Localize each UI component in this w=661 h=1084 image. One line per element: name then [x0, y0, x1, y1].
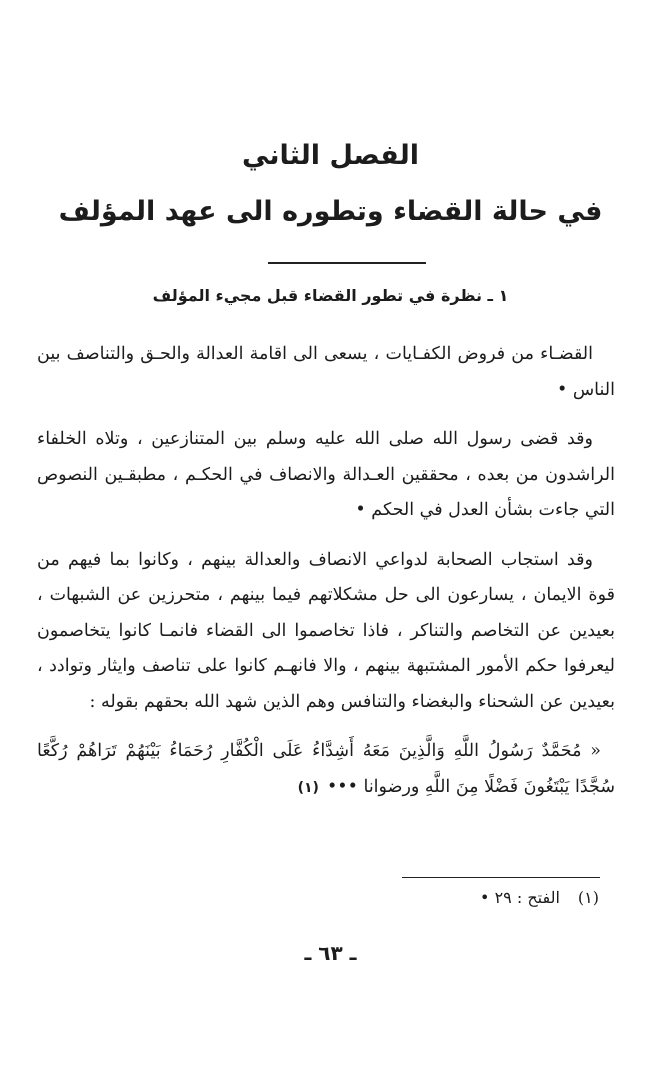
footnote-divider: [402, 877, 600, 878]
chapter-title: الفصل الثاني: [242, 140, 419, 171]
paragraph-3: وقد استجاب الصحابة لدواعي الانصاف والعدالة بينهم ، وكانوا بما فيهم من قوة الايمان ، يسارعون الى حل مشكلاتهم فيما بينهم ، متحرزين عن الشبهات ، بعيدين عن التخاصم والتناكر ، فاذا تخاصموا الى القضاء فانمـا كانوا يتخاصمون ليعرفوا حكم الأمور المشتبهة بينهم ، والا فانهـم كانوا على تناصف وايثار وتوادد ، بعيدين عن الشحناء والبغضاء والتنافس وهم الذين شهد الله بحقهم بقوله :: [37, 549, 615, 712]
section-heading: ١ ـ نظرة في تطور القضاء قبل مجيء المؤلف: [152, 286, 509, 305]
body-text: [37, 337, 615, 820]
page-number: ـ ٦٣ ـ: [304, 941, 357, 965]
paragraph-1: القضـاء من فروض الكفـايات ، يسعى الى اقامة العدالة والحـق والتناصف بين الناس •: [37, 344, 615, 400]
title-divider: [268, 262, 426, 264]
footnote-number: (١): [577, 888, 599, 907]
quote-text: « مُحَمَّدٌ رَسُولُ اللَّهِ وَالَّذِينَ مَعَهُ أَشِدَّاءُ عَلَى الْكُفَّارِ رُحَمَاءُ بَيْنَهُمْ تَرَاهُمْ رُكَّعًا سُجَّدًا يَبْتَغُونَ فَضْلًا مِنَ اللَّهِ ورضوانا •••: [37, 741, 615, 797]
paragraph-2: وقد قضى رسول الله صلى الله عليه وسلم بين المتنازعين ، وتلاه الخلفاء الراشدون من بعده ، محققين العـدالة والانصاف في الحكـم ، مطبقـين النصوص التي جاءت بشأن العدل في الحكم •: [37, 429, 615, 520]
footnote: [480, 885, 599, 911]
footnote-marker: (١): [297, 779, 319, 796]
quran-quote: [37, 734, 615, 806]
footnote-text: الفتح : ٢٩ •: [480, 888, 560, 907]
chapter-subtitle: في حالة القضاء وتطوره الى عهد المؤلف: [58, 196, 603, 227]
